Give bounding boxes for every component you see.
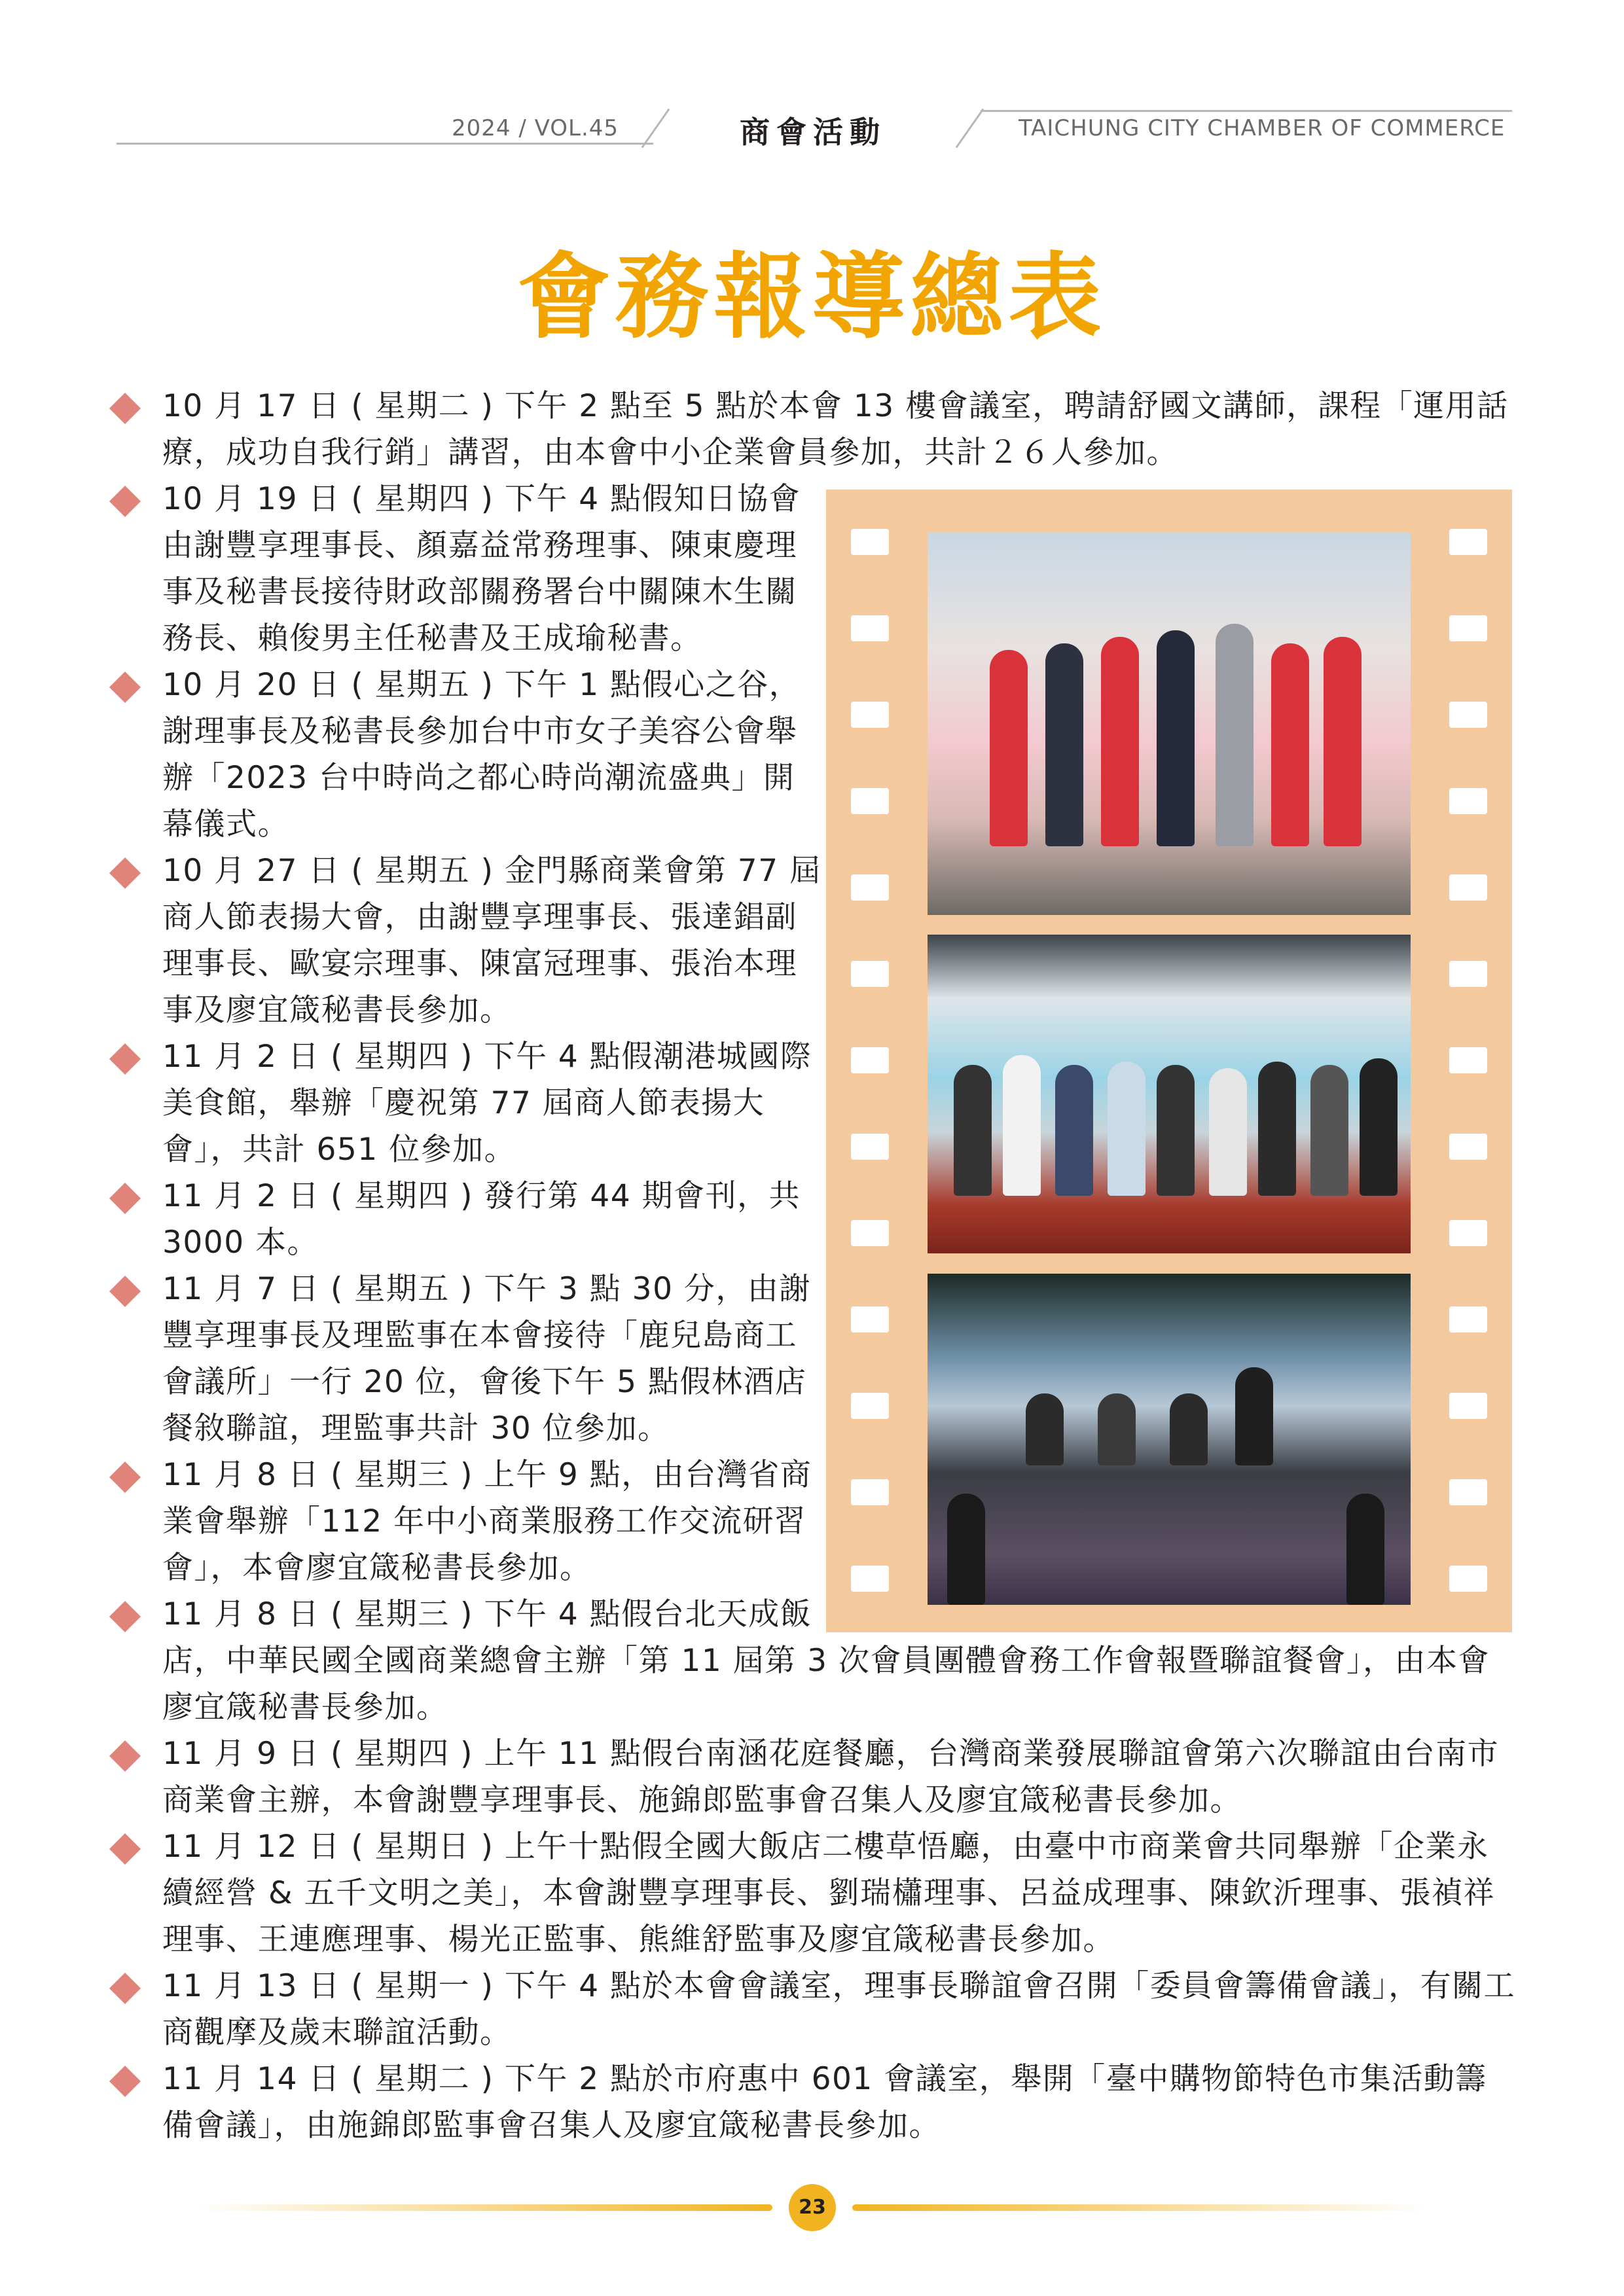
page-number: 23 [789, 2184, 836, 2231]
section-title: 商會活動 [740, 115, 886, 150]
org-label: TAICHUNG CITY CHAMBER OF COMMERCE [1019, 115, 1506, 141]
news-item: 11 月 8 日 ( 星期三 ) 上午 9 點，由台灣省商業會舉辦「112 年中小商業服務工作交流研習會」，本會廖宜箴秘書長參加。 [118, 1452, 825, 1591]
news-item: 11 月 9 日 ( 星期四 ) 上午 11 點假台南涵花庭餐廳，台灣商業發展聯誼會第六次聯誼由台南市商業會主辦，本會謝豐享理事長、施錦郎監事會召集人及廖宜箴秘書長參加。 [118, 1731, 1519, 1823]
photo-group-event [928, 532, 1411, 915]
header-rule-right [981, 110, 1512, 112]
footer-rule-right [852, 2204, 1428, 2211]
news-item: 11 月 2 日 ( 星期四 ) 發行第 44 期會刊，共 3000 本。 [118, 1173, 825, 1266]
news-item: 11 月 7 日 ( 星期五 ) 下午 3 點 30 分，由謝豐享理事長及理監事在本會接待「鹿兒島商工會議所」一行 20 位，會後下午 5 點假林酒店餐敘聯誼，理監事共計 30 位參加。 [118, 1266, 825, 1452]
news-item: 10 月 20 日 ( 星期五 ) 下午 1 點假心之谷，謝理事長及秘書長參加台中市女子美容公會舉辦「2023 台中時尚之都心時尚潮流盛典」開幕儀式。 [118, 662, 825, 848]
news-item: 10 月 19 日 ( 星期四 ) 下午 4 點假知日協會由謝豐享理事長、顏嘉益常務理事、陳東慶理事及秘書長接待財政部關務署台中關陳木生關務長、賴俊男主任秘書及王成瑜秘書。 [118, 476, 825, 662]
photo-award-ceremony [928, 935, 1411, 1253]
issue-label: 2024 / VOL.45 [452, 115, 619, 141]
photo-film-strip [826, 490, 1512, 1632]
footer-rule-left [196, 2204, 772, 2211]
news-item: 11 月 2 日 ( 星期四 ) 下午 4 點假潮港城國際美食館，舉辦「慶祝第 77 屆商人節表揚大會」，共計 651 位參加。 [118, 1033, 825, 1173]
page-title: 會務報導總表 [517, 243, 1107, 351]
news-item: 10 月 17 日 ( 星期二 ) 下午 2 點至 5 點於本會 13 樓會議室，聘請舒國文講師，課程「運用話療，成功自我行銷」講習，由本會中小企業會員參加，共計２６人參加。 [118, 383, 1519, 476]
news-item: 11 月 12 日 ( 星期日 ) 上午十點假全國大飯店二樓草悟廳，由臺中市商業會共同舉辦「企業永續經營 & 五千文明之美」，本會謝豐享理事長、劉瑞櫹理事、呂益成理事、陳欽沂理事、張禎祥理事、王連應理事、楊光正監事、熊維舒監事及廖宜箴秘書長參加。 [118, 1823, 1519, 1963]
news-item: 11 月 14 日 ( 星期二 ) 下午 2 點於市府惠中 601 會議室，舉開「臺中購物節特色市集活動籌備會議」，由施錦郎監事會召集人及廖宜箴秘書長參加。 [118, 2056, 1519, 2149]
news-item-continued: 店，中華民國全國商業總會主辦「第 11 屆第 3 次會員團體會務工作會報暨聯誼餐會」，由本會廖宜箴秘書長參加。 [162, 1643, 1490, 1725]
header-divider-left [641, 109, 670, 149]
news-item: 11 月 13 日 ( 星期一 ) 下午 4 點於本會會議室，理事長聯誼會召開「委員會籌備會議」，有關工商觀摩及歲末聯誼活動。 [118, 1963, 1519, 2056]
news-item: 10 月 27 日 ( 星期五 ) 金門縣商業會第 77 屆商人節表揚大會，由謝豐享理事長、張達錩副理事長、歐宴宗理事、陳富冠理事、張治本理事及廖宜箴秘書長參加。 [118, 848, 825, 1033]
header-rule-left [117, 143, 653, 145]
news-item: 11 月 8 日 ( 星期三 ) 下午 4 點假台北天成飯 [118, 1591, 825, 1638]
photo-conference-meeting [928, 1274, 1411, 1605]
header-divider-right [956, 109, 984, 149]
